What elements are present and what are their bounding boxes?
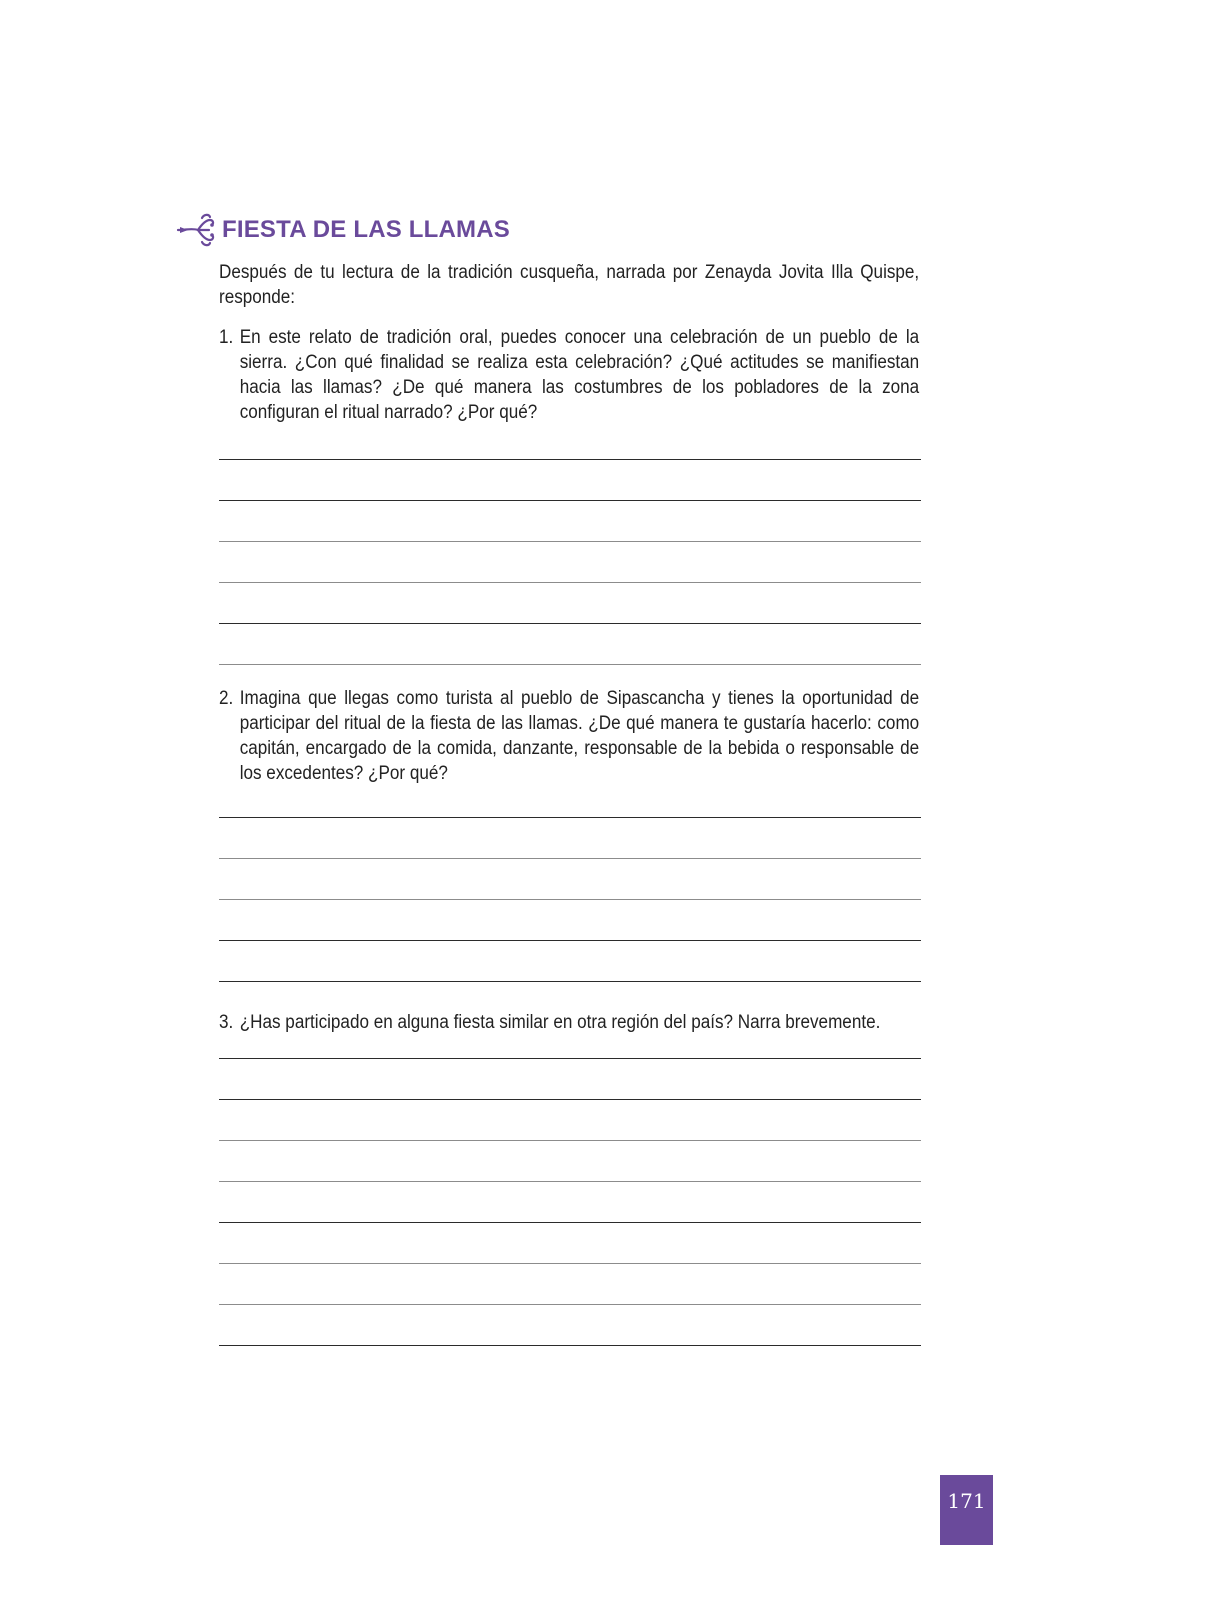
question-number: 1. [219,327,234,348]
question-number: 2. [219,688,234,709]
question-2 [219,686,919,786]
question-text: ¿Has participado en alguna fiesta similar en otra región del país? Narra brevemente. [239,1012,881,1033]
answer-line[interactable] [219,940,921,941]
answer-line[interactable] [219,1263,921,1264]
question-text: Imagina que llegas como turista al pueblo de Sipascancha y tienes la oportunidad de participar del ritual de la fiesta de las llamas. ¿De qué manera te gustaría hacerlo: como capitán, encargado de la comida, danzante, responsable de la bebida o responsable de los excedentes? ¿Por qué? [239,688,920,784]
section-title: FIESTA DE LAS LLAMAS [222,216,510,243]
answer-line[interactable] [219,1304,921,1305]
answer-line[interactable] [219,817,921,818]
question-1 [219,325,919,425]
answer-line[interactable] [219,899,921,900]
answer-line[interactable] [219,623,921,624]
answer-line[interactable] [219,981,921,982]
answer-line[interactable] [219,1140,921,1141]
answer-line[interactable] [219,664,921,665]
intro-text: Después de tu lectura de la tradición cusqueña, narrada por Zenayda Jovita Illa Quispe, responde: [219,262,920,308]
page-number: 171 [940,1475,993,1545]
answer-line[interactable] [219,582,921,583]
answer-line[interactable] [219,1345,921,1346]
answer-line[interactable] [219,1181,921,1182]
section-header [176,210,510,250]
answer-line[interactable] [219,459,921,460]
answer-line[interactable] [219,1222,921,1223]
question-text: En este relato de tradición oral, puedes conocer una celebración de un pueblo de la sierra. ¿Con qué finalidad se realiza esta celebración? ¿Qué actitudes se manifiestan hacia las llamas? ¿De qué manera las costumbres de los pobladores de la zona configuran el ritual narrado? ¿Por qué? [239,327,920,423]
answer-line[interactable] [219,858,921,859]
question-3 [219,1010,919,1035]
answer-line[interactable] [219,1099,921,1100]
answer-line[interactable] [219,500,921,501]
answer-line[interactable] [219,1058,921,1059]
answer-line[interactable] [219,541,921,542]
question-number: 3. [219,1012,234,1033]
fleur-ornament-icon [176,210,216,250]
